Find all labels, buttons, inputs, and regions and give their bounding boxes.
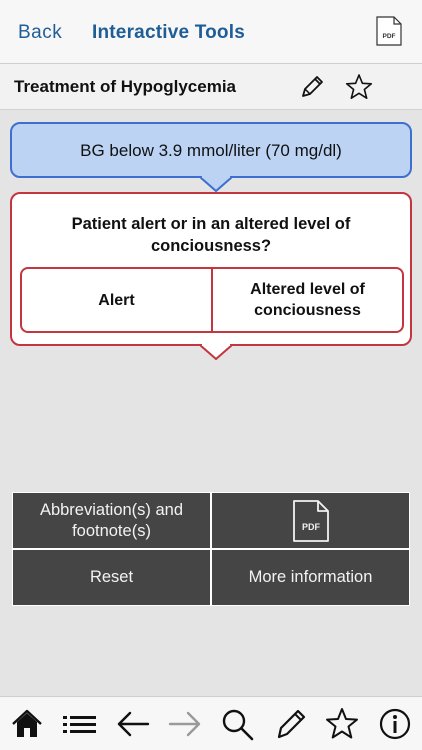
page-header [0,64,422,110]
pdf-button[interactable] [211,492,410,549]
edit-pencil-icon[interactable] [298,73,326,101]
back-button[interactable]: Back [18,22,63,43]
arrow-left-icon[interactable] [116,707,150,741]
flow-start-node [10,122,412,178]
info-icon[interactable] [378,707,412,741]
navigation-bar [0,0,422,64]
abbreviations-footnotes-button[interactable]: Abbreviation(s) and footnote(s) [12,492,211,549]
pdf-file-icon [292,499,330,543]
pdf-document-label: PDF [382,33,396,40]
pdf-file-label: PDF [301,521,320,532]
favorite-star-icon[interactable] [344,72,374,102]
choice-altered-consciousness-button[interactable]: Altered level of conciousness [250,281,365,319]
pencil-icon[interactable] [274,707,308,741]
flow-start-text: BG below 3.9 mmol/liter (70 mg/dl) [80,141,342,160]
star-icon[interactable] [325,707,359,741]
nav-title: Interactive Tools [92,22,245,43]
list-icon[interactable] [62,707,96,741]
flow-start-pointer [200,176,232,192]
page-title: Treatment of Hypoglycemia [14,77,237,96]
flow-question-pointer [200,344,232,360]
more-information-button[interactable]: More information [211,549,410,606]
pdf-document-button[interactable] [376,16,402,46]
flow-question-text: Patient alert or in an altered level of conciousness? [71,215,351,255]
arrow-right-icon[interactable] [168,707,202,741]
reset-button[interactable]: Reset [12,549,211,606]
flow-choice-row [20,267,404,333]
choice-alert-button[interactable]: Alert [22,269,213,331]
search-icon[interactable] [220,707,254,741]
bottom-toolbar [0,696,422,750]
home-icon[interactable] [10,707,44,741]
action-grid [12,492,410,606]
flow-question-node [10,192,412,346]
